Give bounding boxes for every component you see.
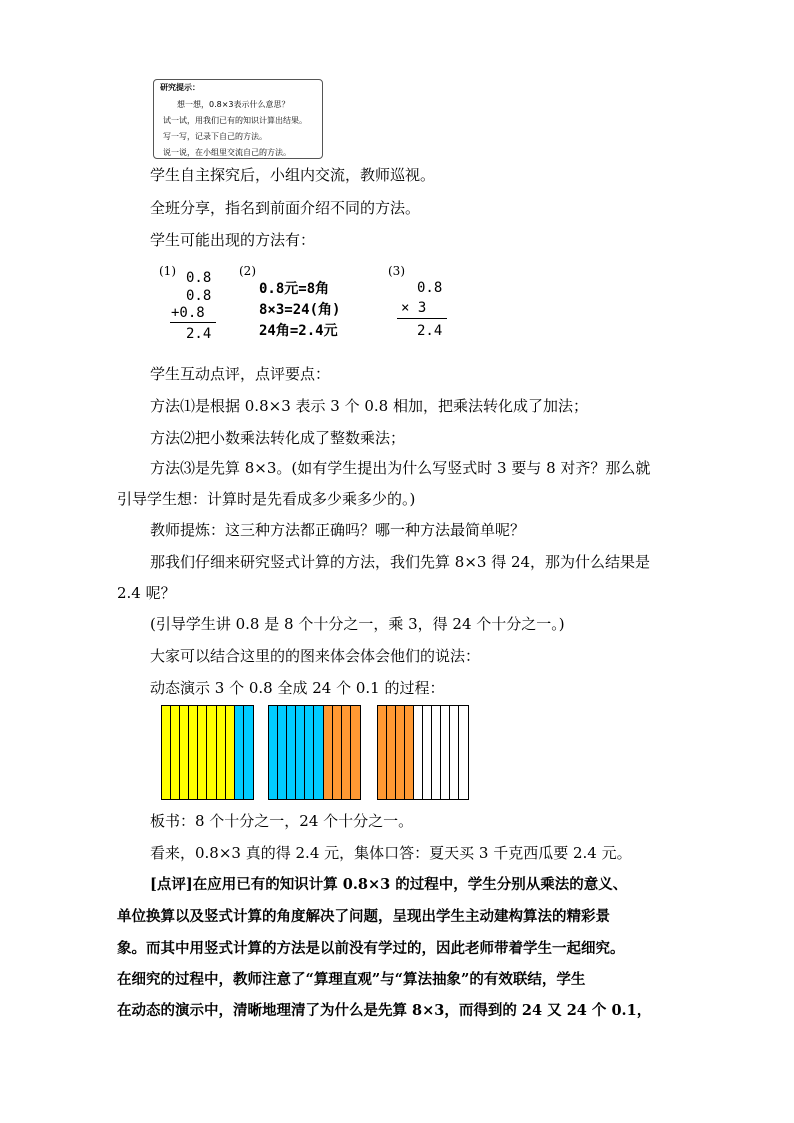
tenth-strip-orange bbox=[351, 706, 360, 799]
paragraph: 方法⑴是根据 0.8×3 表示 3 个 0.8 相加，把乘法转化成了加法； bbox=[150, 397, 588, 415]
tenth-strip-orange bbox=[387, 706, 396, 799]
tenth-strip-white bbox=[450, 706, 459, 799]
comment-line: 在细究的过程中，教师注意了“算理直观”与“算法抽象”的有效联结，学生 bbox=[117, 971, 586, 988]
tenth-strip-white bbox=[432, 706, 441, 799]
tenth-strip-white bbox=[423, 706, 432, 799]
method-1-line: 0.8 bbox=[186, 288, 212, 304]
tenth-strip-cyan bbox=[235, 706, 244, 799]
tenth-strip-orange bbox=[324, 706, 333, 799]
tenth-strip-yellow bbox=[162, 706, 171, 799]
tenth-strip-yellow bbox=[198, 706, 207, 799]
strip-group-1 bbox=[161, 705, 254, 800]
comment-line: [点评]在应用已有的知识计算 0.8×3 的过程中，学生分别从乘法的意义、 bbox=[150, 876, 628, 893]
tenth-strip-yellow bbox=[189, 706, 198, 799]
strip-group-2 bbox=[268, 705, 361, 800]
method-3-result: 2.4 bbox=[417, 323, 443, 339]
tenth-strip-yellow bbox=[226, 706, 235, 799]
tenth-strip-cyan bbox=[244, 706, 253, 799]
paragraph: 看来，0.8×3 真的得 2.4 元，集体口答：夏天买 3 千克西瓜要 2.4 元。 bbox=[150, 844, 632, 862]
method-1-rule bbox=[170, 322, 216, 323]
tenth-strip-orange bbox=[378, 706, 387, 799]
hint-line: 想一想，0.8×3表示什么意思？ bbox=[177, 100, 290, 109]
paragraph: 大家可以结合这里的的图来体会体会他们的说法： bbox=[150, 647, 481, 665]
tenth-strip-yellow bbox=[171, 706, 180, 799]
tenth-strip-orange bbox=[342, 706, 351, 799]
method-2-line: 24角=2.4元 bbox=[259, 323, 338, 339]
hint-line: 试一试，用我们已有的知识计算出结果。 bbox=[163, 116, 307, 125]
paragraph: 全班分享，指名到前面介绍不同的方法。 bbox=[150, 199, 421, 217]
method-2-label: (2) bbox=[239, 264, 256, 278]
method-1-line: 0.8 bbox=[186, 270, 212, 286]
tenth-strip-orange bbox=[333, 706, 342, 799]
tenth-strip-cyan bbox=[269, 706, 278, 799]
tenth-strip-orange bbox=[405, 706, 414, 799]
paragraph: 方法⑶是先算 8×3。(如有学生提出为什么写竖式时 3 要与 8 对齐？那么就 bbox=[150, 459, 651, 477]
method-3-line: × 3 bbox=[401, 300, 427, 316]
tenth-strip-white bbox=[441, 706, 450, 799]
tenth-strip-cyan bbox=[305, 706, 314, 799]
tenth-strip-yellow bbox=[180, 706, 189, 799]
method-3-line: 0.8 bbox=[417, 280, 443, 296]
paragraph: 学生互动点评，点评要点： bbox=[150, 365, 331, 383]
comment-line: 在动态的演示中，清晰地理清了为什么是先算 8×3，而得到的 24 又 24 个 0.1， bbox=[117, 1002, 652, 1019]
strip-group-3 bbox=[377, 705, 469, 800]
tenth-strip-cyan bbox=[287, 706, 296, 799]
paragraph: 方法⑵把小数乘法转化成了整数乘法； bbox=[150, 429, 406, 447]
hint-title: 研究提示： bbox=[160, 83, 200, 92]
method-1-result: 2.4 bbox=[186, 326, 212, 342]
paragraph: 教师提炼：这三种方法都正确吗？哪一种方法最简单呢？ bbox=[150, 521, 526, 539]
tenth-strip-cyan bbox=[314, 706, 323, 799]
tenth-strip-yellow bbox=[217, 706, 226, 799]
method-2-line: 0.8元=8角 bbox=[259, 281, 330, 297]
tenth-strip-white bbox=[414, 706, 423, 799]
paragraph: 动态演示 3 个 0.8 全成 24 个 0.1 的过程： bbox=[150, 679, 445, 697]
paragraph: 学生可能出现的方法有： bbox=[150, 231, 316, 249]
method-1-label: (1) bbox=[159, 264, 176, 278]
tenth-strip-cyan bbox=[278, 706, 287, 799]
paragraph: 那我们仔细来研究竖式计算的方法，我们先算 8×3 得 24，那为什么结果是 bbox=[150, 553, 651, 571]
hint-line: 写一写，记录下自己的方法。 bbox=[163, 132, 267, 141]
comment-line: 单位换算以及竖式计算的角度解决了问题，呈现出学生主动建构算法的精彩景 bbox=[117, 908, 610, 925]
paragraph: 2.4 呢？ bbox=[117, 584, 176, 602]
method-2-line: 8×3=24(角) bbox=[259, 302, 341, 318]
method-1-line: +0.8 bbox=[171, 305, 205, 321]
tenth-strip-white bbox=[459, 706, 468, 799]
method-3-rule bbox=[397, 318, 447, 319]
paragraph: (引导学生讲 0.8 是 8 个十分之一，乘 3，得 24 个十分之一。) bbox=[150, 615, 565, 633]
comment-line: 象。而其中用竖式计算的方法是以前没有学过的，因此老师带着学生一起细究。 bbox=[117, 940, 625, 957]
tenth-strip-yellow bbox=[207, 706, 216, 799]
hint-line: 说一说，在小组里交流自己的方法。 bbox=[163, 148, 291, 157]
tenth-strip-orange bbox=[396, 706, 405, 799]
paragraph: 学生自主探究后，小组内交流，教师巡视。 bbox=[150, 166, 436, 184]
paragraph: 引导学生想：计算时是先看成多少乘多少的。) bbox=[117, 490, 416, 508]
tenth-strip-cyan bbox=[296, 706, 305, 799]
method-3-label: (3) bbox=[388, 264, 405, 278]
paragraph: 板书：8 个十分之一，24 个十分之一。 bbox=[150, 812, 414, 830]
